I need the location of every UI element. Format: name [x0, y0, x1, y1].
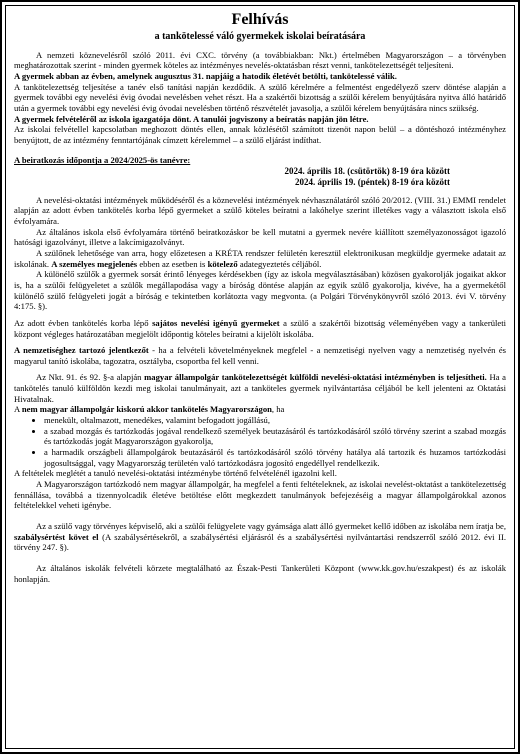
schedule-date-2: 2024. április 19. (péntek) 8-19 óra között	[295, 177, 450, 188]
paragraph-equal-terms: A Magyarországon tartózkodó nem magyar állampolgár, ha megfelel a fenti feltételeknek, az iskolai nevelést-oktatást a tankötelezettség fennállása, továbbá a tizennyolcadik életéve betöltése előtt megkezdett tanulmányok befejezéséig a magyar állampolgárokkal azonos feltételekkel veheti igénybe.	[14, 479, 506, 511]
paragraph-abroad: Az Nkt. 91. és 92. §-a alapján magyar állampolgár tankötelezettségét külföldi nevelési-oktatási intézményben is teljesítheti. Ha a tankötelés tanuló külföldön kezdi meg iskolai tanulmányait, azt a tanköteles gyermek nyilvántartása céljából be kell jelenteni az Oktatási Hivatalnak.	[14, 372, 506, 404]
paragraph-intro: A nemzeti köznevelésről szóló 2011. évi CXC. törvény (a továbbiakban: Nkt.) értelmében Magyarországon – a törvényben meghatározottak szerint - minden gyermek köteles az intézményes nevelés-oktatásban részt venni, tankötelezettségét teljesíteni.	[14, 49, 506, 71]
paragraph-documents: Az általános iskola első évfolyamára történő beiratkozáskor be kell mutatni a gyermek nevére kiállított személyazonosságot igazoló hatósági igazolványt, illetve a lakcímigazolványt.	[14, 226, 506, 248]
paragraph-kreta: A szülőnek lehetősége van arra, hogy előzetesen a KRÉTA rendszer felületén keresztül elektronikusan megküldje gyermeke adatait az iskolának. A személyes megjelenés ebben az esetben is kötelező adategyeztetés céljából.	[14, 247, 506, 269]
page-title: Felhívás	[231, 11, 289, 28]
paragraph-regulation: A nevelési-oktatási intézmények működéséről és a köznevelési intézmények névhasználatáról szóló 20/2012. (VIII. 31.) EMMI rendelet alapján az adott évben tankötelés korba lépő gyermeket a szülő köteles beíratni a lakóhelye szerint illetékes vagy a választott iskola első évfolyamára.	[14, 194, 506, 226]
schedule-heading: A beiratkozás időpontja a 2024/2025-ös tanévre:	[14, 155, 191, 166]
paragraph-special-needs: Az adott évben tankötelés korba lépő sajátos nevelési igényű gyermeket a szülő a szakértői bizottság véleményében vagy a tankerületi központ végleges határozatában megjelölt időpontig köteles beíratni a kijelölt iskolába.	[14, 317, 506, 339]
paragraph-foreign-citizens: A nem magyar állampolgár kiskorú akkor tankötelés Magyarországon, ha	[14, 404, 285, 415]
paragraph-age-rule: A gyermek abban az évben, amelynek augusztus 31. napjáig a hatodik életévét betölti, tankötelessé válik.	[14, 70, 397, 81]
list-item: • a harmadik országbeli állampolgárok beutazásáról és tartózkodásáról szóló törvény hatálya alá tartozik és huzamos tartózkodási jogosultsággal, vagy Magyarország területén való tartózkodásra jogosító engedéllyel rendelkezik.	[44, 447, 506, 468]
paragraph-nationality: A nemzetiséghez tartozó jelentkezőt - ha a felvételi követelményeknek megfelel - a nemzetiségi nyelven vagy a nemzetiség nyelvén és magyarul tanító iskolába, tagozatra, osztályba, csoportba fel kell venni.	[14, 345, 507, 366]
list-item: • menekült, oltalmazott, menedékes, valamint befogadott jogállású,	[44, 415, 506, 426]
paragraph-parents: A különélő szülők a gyermek sorsát érintő lényeges kérdésekben (így az iskola megválasztásában) közösen gyakorolják jogaikat akkor is, ha a szülői felügyeletet a szülők megállapodása vagy a bíróság döntése alapján az egyik szülő gyakorolja, kivéve, ha a gyermekétől különélő szülő felügyeleti jogát a bíróság e tekintetben korlátozta vagy megvonta. (a Polgári Törvénykönyvről szóló 2013. évi V. törvény 4:175. §).	[14, 269, 506, 312]
page-subtitle: a tankötelessé váló gyermekek iskolai beíratására	[154, 31, 366, 43]
schedule-dates	[14, 166, 450, 189]
paragraph-district-info: Az általános iskolák felvételi körzete megtalálható az Észak-Pesti Tankerületi Központ (www.kk.gov.hu/eszakpest) és az iskolák honlapján.	[14, 562, 506, 584]
paragraph-appeal: Az iskolai felvétellel kapcsolatban meghozott döntés ellen, annak közlésétől számított tizenöt napon belül – a döntéshozó intézményhez benyújtott, de az intézmény fenntartójának címzett kérelemmel – a szülő eljárást indíthat.	[14, 124, 506, 145]
paragraph-offence: Az a szülő vagy törvényes képviselő, aki a szülői felügyelete vagy gyámsága alatt álló gyermeket kellő időben az iskolába nem íratja be, szabálysértést követ el (A szabálysértésekről, a szabálysértési eljárásról és a szabálysértési nyilvántartási rendszerről szóló 2012. évi II. törvény 247. §).	[14, 521, 507, 553]
list-item: • a szabad mozgás és tartózkodás jogával rendelkező személyek beutazásáról és tartózkodásáról szóló törvény szerint a szabad mozgás és tartózkodás jogát Magyarországon gyakorolja,	[44, 426, 506, 447]
foreign-citizen-conditions-list	[14, 415, 506, 468]
paragraph-start: A tankötelezettség teljesítése a tanév első tanítási napján kezdődik. A szülő kérelmére a felmentést engedélyező szerv döntése alapján a gyermek további egy nevelési évig óvodai nevelésben vehet részt. Ha a szakértői bizottság a szülői kérelem benyújtására nyitva álló határidő után a gyermek további egy nevelési évig óvodai nevelésben történő részvételét javasolja, a szülői kérelem benyújtására nincs szükség.	[14, 81, 506, 113]
paragraph-verification: A feltételek meglétét a tanuló nevelési-oktatási intézménybe történő felvételénél igazolni kell.	[14, 468, 337, 479]
paragraph-decision: A gyermek felvételéről az iskola igazgatója dönt. A tanulói jogviszony a beíratás napján jön létre.	[14, 113, 369, 124]
schedule-date-1: 2024. április 18. (csütörtök) 8-19 óra között	[284, 166, 450, 177]
